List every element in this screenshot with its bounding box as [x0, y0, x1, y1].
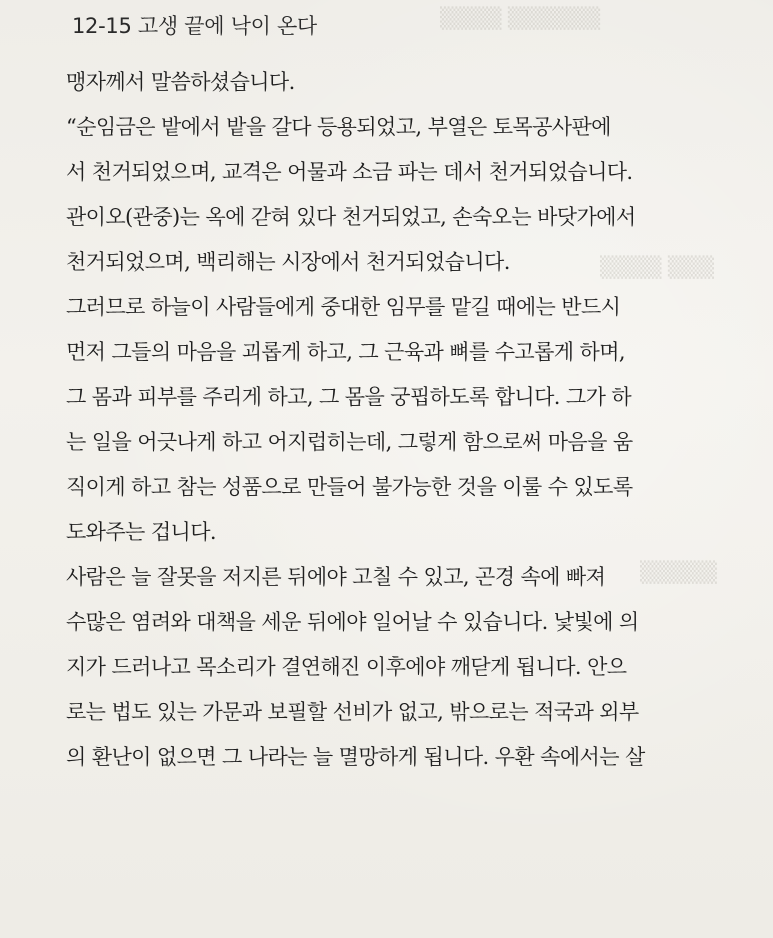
text-line: 그러므로 하늘이 사람들에게 중대한 임무를 맡길 때에는 반드시: [66, 295, 621, 319]
text-line: 천거되었으며, 백리해는 시장에서 천거되었습니다.: [66, 250, 510, 274]
text-line: 사람은 늘 잘못을 저지른 뒤에야 고칠 수 있고, 곤경 속에 빠져: [66, 565, 606, 589]
section-heading: 12-15 고생 끝에 낙이 온다: [72, 14, 317, 38]
text-line: 의 환난이 없으면 그 나라는 늘 멸망하게 됩니다. 우환 속에서는 살: [66, 745, 645, 769]
text-line: 직이게 하고 참는 성품으로 만들어 불가능한 것을 이룰 수 있도록: [66, 475, 633, 499]
body-text: [66, 60, 726, 780]
text-line: “순임금은 밭에서 밭을 갈다 등용되었고, 부열은 토목공사판에: [66, 115, 611, 139]
text-line: 그 몸과 피부를 주리게 하고, 그 몸을 궁핍하도록 합니다. 그가 하: [66, 385, 632, 409]
text-line: 관이오(관중)는 옥에 갇혀 있다 천거되었고, 손숙오는 바닷가에서: [66, 205, 636, 229]
text-line: 지가 드러나고 목소리가 결연해진 이후에야 깨닫게 됩니다. 안으: [66, 655, 627, 679]
text-line: 도와주는 겁니다.: [66, 520, 216, 544]
text-line: 먼저 그들의 마음을 괴롭게 하고, 그 근육과 뼈를 수고롭게 하며,: [66, 340, 625, 364]
text-line: 맹자께서 말씀하셨습니다.: [66, 70, 295, 94]
text-line: 로는 법도 있는 가문과 보필할 선비가 없고, 밖으로는 적국과 외부: [66, 700, 639, 724]
bleed-through-text: ▒▒▒▒ ▒▒▒: [600, 255, 715, 279]
bleed-through-text: ▒▒▒▒▒: [640, 560, 717, 584]
bleed-through-text: ▒▒▒▒ ▒▒▒▒▒▒: [440, 6, 601, 30]
text-line: 수많은 염려와 대책을 세운 뒤에야 일어날 수 있습니다. 낯빛에 의: [66, 610, 639, 634]
text-line: 서 천거되었으며, 교격은 어물과 소금 파는 데서 천거되었습니다.: [66, 160, 633, 184]
text-line: 는 일을 어긋나게 하고 어지럽히는데, 그렇게 함으로써 마음을 움: [66, 430, 633, 454]
